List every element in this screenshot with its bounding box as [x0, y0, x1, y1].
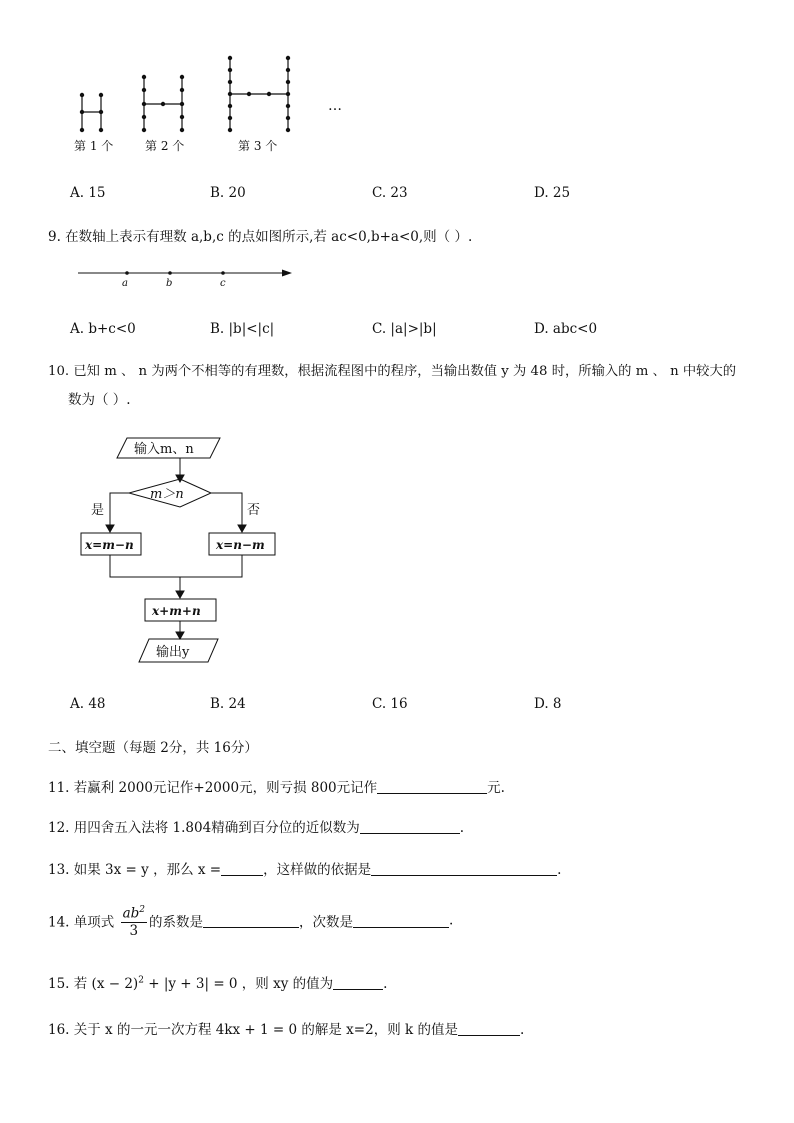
q10-option-b: B. 24	[210, 696, 246, 712]
q9-option-a: A. b+c<0	[70, 321, 136, 337]
q14-frac-sup: 2	[139, 905, 145, 915]
q10-stem-line1: 10. 已知 m 、 n 为两个不相等的有理数，根据流程图中的程序，当输出数值 y 为 48 时，所输入的 m 、 n 中较大的	[48, 364, 737, 379]
pattern-ellipsis: …	[328, 98, 342, 114]
q13-answer-blank-1[interactable]	[221, 861, 263, 876]
axis-label-b: b	[166, 278, 173, 289]
q14-middle2: ，次数是	[299, 914, 353, 931]
q15-mid: + |y + 3| = 0 ，则 xy 的值为	[143, 976, 334, 992]
pattern-label-3: 第 3 个	[238, 139, 278, 153]
q11-before: 11. 若赢利 2000元记作+2000元，则亏损 800元记作	[48, 780, 378, 796]
q11	[48, 776, 505, 796]
q10-option-a: A. 48	[70, 696, 106, 712]
q12	[48, 816, 464, 836]
q8-option-d: D. 25	[534, 185, 571, 201]
q14-answer-blank-1[interactable]	[203, 913, 299, 928]
q14-fraction	[121, 902, 147, 939]
q10-option-c: C. 16	[372, 696, 408, 712]
q10-stem-line2: 数为（ ）.	[68, 392, 131, 408]
axis-label-c: c	[220, 278, 226, 289]
q9-stem: 9. 在数轴上表示有理数 a,b,c 的点如图所示,若 ac<0,b+a<0,则（ ）.	[48, 229, 473, 245]
q16-before: 16. 关于 x 的一元一次方程 4kx + 1 = 0 的解是 x=2，则 k 的值是	[48, 1022, 458, 1038]
pattern-label-2: 第 2 个	[145, 139, 185, 153]
q12-answer-blank[interactable]	[360, 819, 460, 834]
flowchart	[75, 430, 295, 670]
q14-frac-den: 3	[129, 922, 139, 939]
q14-frac-num: ab	[122, 905, 140, 922]
flow-right-box-label: x=n−m	[216, 538, 265, 552]
q14-after: .	[449, 912, 454, 929]
q15-answer-blank[interactable]	[333, 975, 383, 990]
flow-condition-label: m＞n	[150, 487, 184, 502]
q9-option-c: C. |a|>|b|	[372, 321, 437, 337]
q15-after: .	[383, 976, 388, 992]
flow-input-label: 输入m、n	[134, 442, 194, 457]
section2-title: 二、填空题（每题 2分，共 16分）	[48, 740, 258, 756]
q11-answer-blank[interactable]	[377, 779, 487, 794]
q9-option-d: D. abc<0	[534, 321, 598, 337]
q13	[48, 858, 561, 878]
q14	[48, 902, 453, 939]
q16-after: .	[519, 1022, 525, 1038]
q13-middle: ，这样做的依据是	[263, 862, 372, 878]
pattern-figure	[60, 50, 380, 160]
q10-option-d: D. 8	[534, 696, 562, 712]
q14-middle: 的系数是	[149, 914, 203, 931]
flow-merge-box-label: x+m+n	[152, 604, 201, 618]
q15-sup: 2	[138, 975, 144, 986]
q12-before: 12. 用四舍五入法将 1.804精确到百分位的近似数为	[48, 820, 360, 836]
q14-before: 14. 单项式	[48, 914, 115, 931]
axis-label-a: a	[122, 278, 128, 289]
flow-yes-label: 是	[91, 503, 105, 518]
q16	[48, 1018, 524, 1038]
q8-option-c: C. 23	[372, 185, 408, 201]
q15-before: 15. 若 (x − 2)	[48, 976, 139, 992]
q11-after: 元.	[487, 780, 505, 796]
flow-left-box-label: x=m−n	[85, 538, 134, 552]
pattern-label-1: 第 1 个	[74, 139, 114, 153]
number-line	[70, 262, 300, 292]
q14-answer-blank-2[interactable]	[353, 913, 449, 928]
q16-answer-blank[interactable]	[458, 1021, 520, 1036]
q13-before: 13. 如果 3x = y ，那么 x =	[48, 862, 222, 878]
flow-no-label: 否	[247, 503, 261, 518]
q9-option-b: B. |b|<|c|	[210, 321, 275, 337]
q8-option-b: B. 20	[210, 185, 246, 201]
q12-after: .	[459, 820, 464, 836]
q13-answer-blank-2[interactable]	[371, 861, 557, 876]
flow-output-label: 输出y	[156, 645, 190, 660]
q15	[48, 972, 387, 992]
q13-after: .	[557, 862, 562, 878]
q8-option-a: A. 15	[70, 185, 106, 201]
